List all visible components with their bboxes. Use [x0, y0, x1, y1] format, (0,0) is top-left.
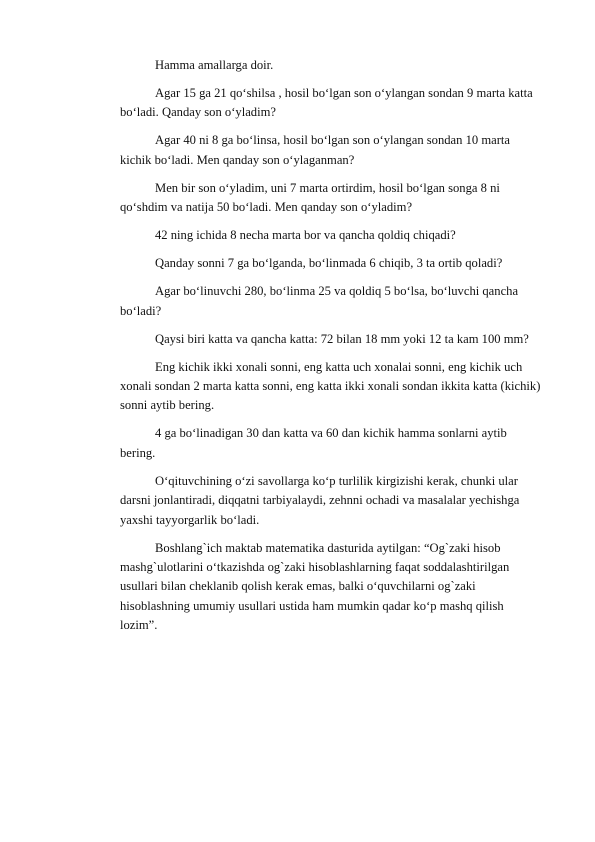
text-line: Agar bo‘linuvchi 280, bo‘linma 25 va qoldiq 5 bo‘lsa, bo‘luvchi qancha [155, 284, 519, 299]
text-line: qo‘shdim va natija 50 bo‘ladi. Men qanday son o‘yladim? [120, 200, 413, 215]
text-line: Qaysi biri katta va qancha katta: 72 bilan 18 mm yoki 12 ta kam 100 mm? [155, 331, 529, 346]
text-line: Qanday sonni 7 ga bo‘lganda, bo‘linmada 6 chiqib, 3 ta ortib qoladi? [155, 256, 503, 271]
text-line: Eng kichik ikki xonali sonni, eng katta uch xonalai sonni, eng kichik uch [155, 359, 523, 374]
text-line: 42 ning ichida 8 necha marta bor va qancha qoldiq chiqadi? [155, 228, 456, 243]
text-line: bo‘ladi. Qanday son o‘yladim? [120, 105, 276, 120]
text-line: O‘qituvchining o‘zi savollarga ko‘p turlilik kirgizishi kerak, chunki ular [155, 473, 518, 488]
paragraph [85, 358, 551, 416]
paragraph [85, 254, 551, 273]
text-line: Boshlang`ich maktab matematika dasturida aytilgan: “Og`zaki hisob [155, 540, 501, 555]
text-line: Agar 15 ga 21 qo‘shilsa , hosil bo‘lgan son o‘ylangan sondan 9 marta katta [155, 86, 533, 100]
text-line: yaxshi tayyorgarlik bo‘ladi. [120, 512, 260, 527]
text-line: Hamma amallarga doir. [155, 58, 274, 72]
text-line: sonni aytib bering. [120, 398, 215, 413]
text-line: mashg`ulotlarini o‘tkazishda og`zaki hisoblashlarning faqat soddalashtirilgan [120, 560, 510, 575]
text-line: Men bir son o‘yladim, uni 7 marta ortirdim, hosil bo‘lgan songa 8 ni [155, 180, 500, 195]
paragraph [85, 56, 551, 75]
text-line: Agar 40 ni 8 ga bo‘linsa, hosil bo‘lgan son o‘ylangan sondan 10 marta [155, 133, 511, 148]
text-line: kichik bo‘ladi. Men qanday son o‘ylaganman? [120, 152, 355, 167]
text-line: hisoblashning umumiy usullari ustida ham mumkin qadar ko‘p mashq qilish [120, 598, 504, 613]
paragraph [85, 424, 551, 463]
text-line: darsni jonlantiradi, diqqatni tarbiyalaydi, zehnni ochadi va masalalar yechishga [120, 493, 520, 508]
text-line: lozim”. [120, 618, 158, 633]
paragraph [85, 282, 551, 321]
paragraph [85, 472, 551, 530]
paragraph [85, 84, 551, 123]
paragraph [85, 330, 551, 349]
paragraph [85, 226, 551, 245]
paragraph [85, 539, 551, 636]
document-body [85, 56, 551, 644]
paragraph [85, 131, 551, 170]
text-line: usullari bilan cheklanib qolish kerak emas, balki o‘quvchilarni og`zaki [120, 579, 476, 594]
text-line: 4 ga bo‘linadigan 30 dan katta va 60 dan kichik hamma sonlarni aytib [155, 426, 507, 441]
text-line: bo‘ladi? [120, 303, 162, 318]
text-line: xonali sondan 2 marta katta sonni, eng katta ikki xonali sondan ikkita katta (kichik) [120, 379, 541, 394]
text-line: bering. [120, 445, 156, 460]
paragraph [85, 179, 551, 218]
